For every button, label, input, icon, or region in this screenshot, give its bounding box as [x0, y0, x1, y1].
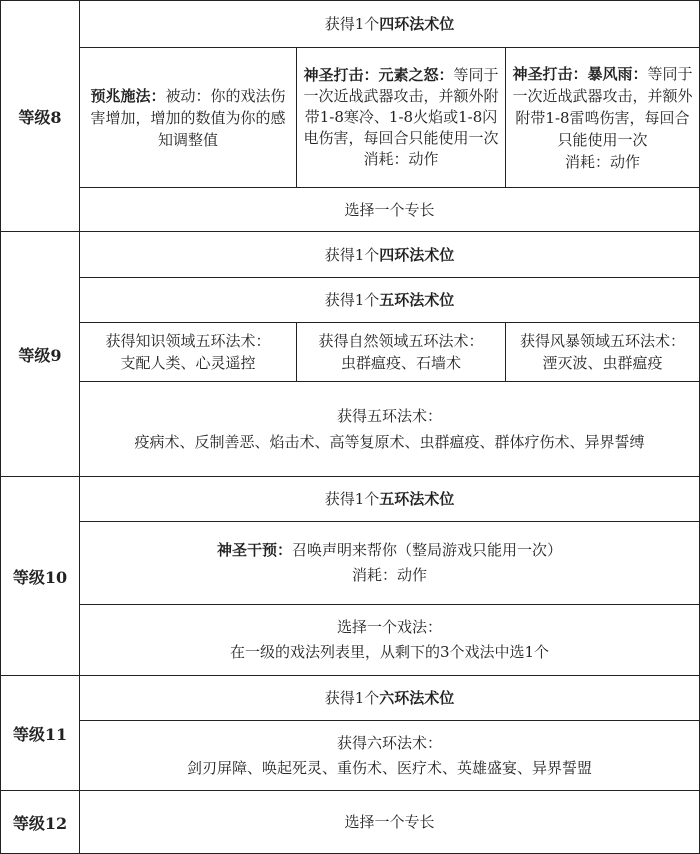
slot-prefix: 获得1个	[324, 291, 380, 309]
level-11-row	[0, 675, 700, 791]
slot-name: 四环法术位	[379, 15, 455, 33]
level-10-row	[0, 476, 700, 676]
divine-intervention-cell	[79, 521, 700, 605]
spells-title: 获得五环法术：	[336, 407, 442, 425]
knowledge-domain-spells: 支配人类、心灵遥控	[120, 354, 256, 372]
slot-prefix: 获得1个	[324, 689, 380, 707]
nature-domain-title: 获得自然领域五环法术：	[318, 332, 484, 350]
divine-strike-elemental-cost: 消耗：动作	[363, 150, 439, 168]
slot-name: 六环法术位	[379, 689, 455, 707]
knowledge-domain-title: 获得知识领域五环法术：	[105, 332, 271, 350]
level-12-feat	[79, 790, 700, 854]
slot-prefix: 获得1个	[324, 15, 380, 33]
cantrip-text: 在一级的戏法列表里，从剩下的3个戏法中选1个	[229, 643, 550, 661]
divine-intervention-text: 召唤声明来帮你（整局游戏只能用一次）	[292, 541, 563, 559]
level-10-cantrip	[79, 604, 700, 676]
spells-list: 疫病术、反制善恶、焰击术、高等复原术、虫群瘟疫、群体疗伤术、异界誓缚	[134, 433, 645, 451]
slot-name: 五环法术位	[379, 291, 455, 309]
level-10-label: 等级10	[0, 476, 80, 676]
divine-intervention-title: 神圣干预：	[216, 541, 292, 559]
spells-list: 剑刃屏障、唤起死灵、重伤术、医疗术、英雄盛宴、异界誓盟	[186, 758, 592, 777]
tempest-domain-spells: 湮灭波、虫群瘟疫	[542, 354, 663, 372]
slot-prefix: 获得1个	[324, 490, 380, 508]
level-11-spells	[79, 720, 700, 791]
divine-strike-storm-cell	[505, 47, 700, 188]
level-8-label: 等级8	[0, 0, 80, 232]
divine-strike-storm-title: 神圣打击：暴风雨：	[512, 64, 648, 83]
tempest-domain-cell	[505, 322, 700, 382]
spells-title: 获得六环法术：	[336, 733, 442, 752]
omen-casting-text: 被动：你的戏法伤害增加，增加的数值为你的感知调整值	[90, 86, 286, 149]
tempest-domain-title: 获得风暴领域五环法术：	[519, 332, 685, 350]
slot-prefix: 获得1个	[324, 245, 380, 264]
divine-strike-elemental-text: 等同于一次近战武器攻击，并额外附带1-8寒冷、1-8火焰或1-8闪电伤害，每回合只能使用一次	[303, 66, 499, 147]
feat-text: 选择一个专长	[344, 813, 435, 831]
divine-intervention-cost: 消耗：动作	[351, 566, 427, 584]
nature-domain-spells: 虫群瘟疫、石墙术	[340, 354, 461, 372]
slot-name: 五环法术位	[379, 490, 455, 508]
nature-domain-cell	[296, 322, 506, 382]
level-9-slot-1	[79, 231, 700, 278]
omen-casting-title: 预兆施法：	[90, 86, 166, 105]
level-9-label: 等级9	[0, 231, 80, 477]
level-11-label: 等级11	[0, 675, 80, 791]
level-11-slot	[79, 675, 700, 721]
feat-text: 选择一个专长	[344, 200, 435, 219]
omen-casting-cell	[79, 47, 297, 188]
divine-strike-elemental-cell	[296, 47, 506, 188]
level-9-row	[0, 231, 700, 477]
divine-strike-storm-text: 等同于一次近战武器攻击，并额外附带1-8雷鸣伤害，每回合只能使用一次	[512, 64, 693, 149]
divine-strike-elemental-title: 神圣打击：元素之怒：	[303, 66, 454, 84]
level-10-slot	[79, 476, 700, 522]
slot-name: 四环法术位	[379, 245, 455, 264]
knowledge-domain-cell	[79, 322, 297, 382]
level-8-row	[0, 0, 700, 232]
divine-strike-storm-cost: 消耗：动作	[564, 152, 640, 171]
level-9-slot-2	[79, 277, 700, 323]
cantrip-title: 选择一个戏法：	[336, 618, 442, 636]
level-8-slot	[79, 0, 700, 48]
level-12-label: 等级12	[0, 790, 80, 854]
level-9-spells	[79, 381, 700, 477]
level-12-row	[0, 790, 700, 854]
level-8-feat	[79, 187, 700, 232]
